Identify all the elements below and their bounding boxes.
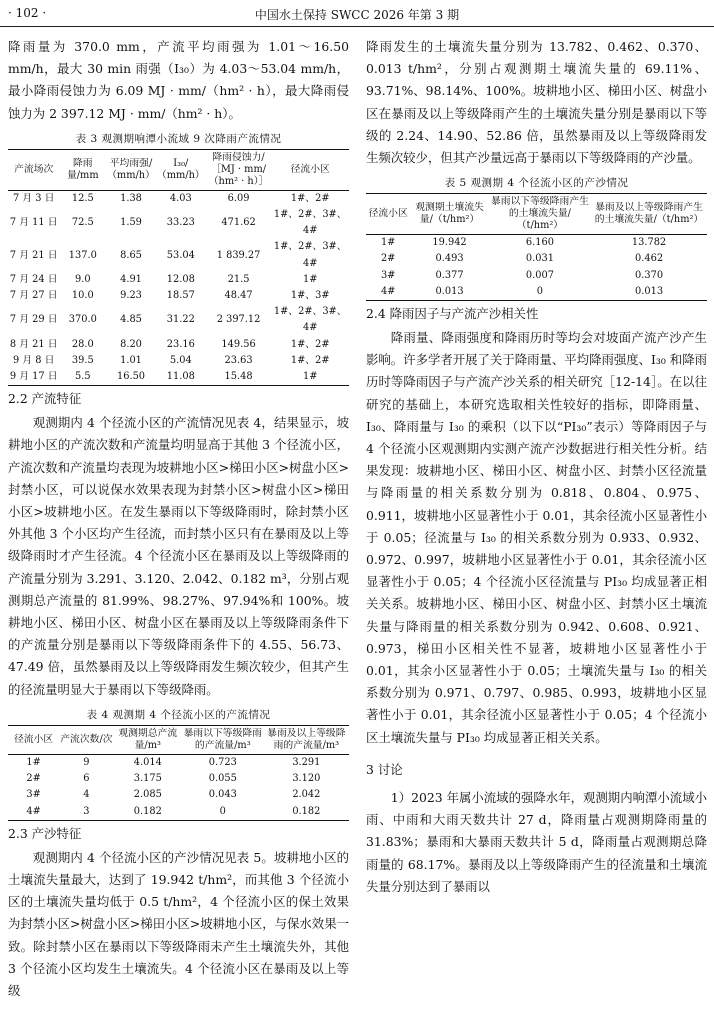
table-cell: 12.5 bbox=[71, 192, 94, 204]
table-cell: 4.03 bbox=[169, 192, 192, 204]
table-cell: 1#、2#、3#、4# bbox=[273, 306, 347, 334]
table-cell: 4.85 bbox=[120, 314, 142, 326]
table-cell: 53.04 bbox=[166, 249, 195, 261]
table-cell: 7 月 21 日 bbox=[9, 249, 58, 261]
table4-header-cell: 径流小区 bbox=[8, 725, 59, 754]
page-number: · 102 · bbox=[8, 6, 47, 20]
table-cell: 1#、2#、3#、4# bbox=[273, 209, 347, 237]
table5-header-cell: 暴雨及以上等级降雨产生的土壤流失量/（t/hm²） bbox=[591, 194, 707, 235]
table-cell: 1# bbox=[380, 237, 396, 249]
table-cell: 10.0 bbox=[71, 290, 94, 302]
table4-header-cell: 产流次数/次 bbox=[59, 725, 114, 754]
table-cell: 2.085 bbox=[133, 789, 162, 801]
section-2-4-title: 2.4 降雨因子与产流产沙相关性 bbox=[366, 306, 539, 322]
table4-header-row bbox=[8, 725, 349, 754]
table-cell: 4 bbox=[83, 789, 90, 801]
table-cell: 0.007 bbox=[525, 269, 554, 281]
table-cell: 7 月 27 日 bbox=[9, 290, 58, 302]
table3-header-cell: 径流小区 bbox=[271, 149, 349, 190]
table-cell: 3 bbox=[59, 804, 114, 821]
table-cell: 1#、2# bbox=[290, 192, 330, 204]
table-cell: 0.182 bbox=[264, 804, 349, 821]
table4-row bbox=[8, 804, 349, 821]
left-column bbox=[8, 36, 349, 1002]
table3-row bbox=[8, 288, 349, 304]
table-cell: 471.62 bbox=[221, 217, 256, 229]
continued-paragraph: 降雨发生的土壤流失量分别为 13.782、0.462、0.370、0.013 t/hm²，分别占观测期土壤流失量的 69.11%、93.71%、98.14%、100%。坡耕地小区、梯田小区、树盘小区在暴雨及以上等级降雨产生的土壤流失量分别是暴雨以下等级的 2.24、14.90、52.86 倍，虽然暴雨及以上等级降雨发生频次较少，但其产沙量远高于暴雨以下等级降雨的产沙量。 bbox=[366, 39, 707, 166]
table5-row bbox=[366, 235, 707, 252]
section-3-title: 3 讨论 bbox=[366, 761, 403, 777]
table3-row bbox=[8, 190, 349, 207]
table5-header-row bbox=[366, 194, 707, 235]
table-cell: 7 月 24 日 bbox=[9, 273, 58, 285]
table-cell: 13.782 bbox=[631, 237, 667, 249]
table-cell: 0.723 bbox=[208, 756, 237, 768]
table-cell: 0.462 bbox=[635, 253, 664, 265]
table3-caption: 表 3 观测期响潭小流域 9 次降雨产流情况 bbox=[75, 132, 282, 145]
table-cell: 23.16 bbox=[166, 338, 195, 350]
section-3-paragraph: 1）2023 年属小流域的强降水年，观测期内响潭小流域小雨、中雨和大雨天数共计 27 d，降雨量占观测期降雨量的 31.83%；暴雨和大暴雨天数共计 5 d，降雨量占观测期总降雨量的 68.17%。暴雨及以上等级降雨产生的径流量和土壤流失量分别达到了暴雨以 bbox=[366, 789, 707, 894]
table-cell: 21.5 bbox=[227, 273, 250, 285]
table-cell: 3.175 bbox=[133, 773, 162, 785]
table3-header-cell: 降雨量/mm bbox=[59, 149, 106, 190]
table-cell: 9 bbox=[83, 756, 90, 768]
table-cell: 4.014 bbox=[133, 756, 162, 768]
table-cell: 5.04 bbox=[169, 354, 192, 366]
table3-row bbox=[8, 304, 349, 336]
table-cell: 0.013 bbox=[591, 284, 707, 301]
table-cell: 2.042 bbox=[292, 789, 321, 801]
table-cell: 6.160 bbox=[525, 237, 554, 249]
table-cell: 0.377 bbox=[435, 269, 464, 281]
table5 bbox=[366, 193, 707, 301]
table-cell: 8.20 bbox=[120, 338, 142, 350]
table-cell: 0 bbox=[489, 284, 591, 301]
table-cell: 2# bbox=[380, 253, 396, 265]
table-cell: 1#、3# bbox=[290, 290, 330, 302]
table-cell: 18.57 bbox=[166, 290, 195, 302]
table3-row bbox=[8, 337, 349, 353]
table-cell: 7 月 29 日 bbox=[9, 314, 58, 326]
table3-row bbox=[8, 207, 349, 239]
table-cell: 4.91 bbox=[120, 273, 142, 285]
section-2-2-title: 2.2 产流特征 bbox=[8, 391, 82, 407]
table-cell: 149.56 bbox=[221, 338, 256, 350]
table3-row bbox=[8, 272, 349, 288]
table-cell: 4# bbox=[8, 804, 59, 821]
table5-row bbox=[366, 284, 707, 301]
table-cell: 7 月 3 日 bbox=[13, 192, 55, 204]
table3-header-row bbox=[8, 149, 349, 190]
table-cell: 1#、2# bbox=[290, 354, 330, 366]
table4-caption: 表 4 观测期 4 个径流小区的产流情况 bbox=[86, 708, 271, 721]
table-cell: 0.031 bbox=[525, 253, 554, 265]
table-cell: 1 839.27 bbox=[216, 249, 261, 261]
table3-header-cell: 平均雨强/（mm/h） bbox=[106, 149, 156, 190]
table-cell: 9 月 8 日 bbox=[13, 354, 55, 366]
table-cell: 5.5 bbox=[59, 369, 106, 386]
table3 bbox=[8, 149, 349, 386]
table4-header-cell: 观测期总产流量/m³ bbox=[114, 725, 182, 754]
table-cell: 3# bbox=[26, 789, 41, 801]
table4-header-cell: 暴雨以下等级降雨的产流量/m³ bbox=[182, 725, 264, 754]
table-cell: 31.22 bbox=[166, 314, 195, 326]
table-cell: 72.5 bbox=[71, 217, 94, 229]
right-column bbox=[366, 36, 707, 898]
table-cell: 7 月 11 日 bbox=[9, 217, 58, 229]
table5-body bbox=[366, 235, 707, 301]
table5-header-cell: 观测期土壤流失量/（t/hm²） bbox=[410, 194, 488, 235]
table3-row bbox=[8, 369, 349, 386]
table3-row bbox=[8, 239, 349, 271]
table3-header-cell: 降雨侵蚀力/［MJ · mm/（hm² · h）］ bbox=[206, 149, 272, 190]
table5-header-cell: 暴雨以下等级降雨产生的土壤流失量/（t/hm²） bbox=[489, 194, 591, 235]
table4-row bbox=[8, 771, 349, 787]
table-cell: 0.043 bbox=[208, 789, 237, 801]
table-cell: 3.291 bbox=[292, 756, 321, 768]
table-cell: 370.0 bbox=[68, 314, 97, 326]
section-2-3-title: 2.3 产沙特征 bbox=[8, 825, 82, 841]
table-cell: 1# bbox=[26, 756, 41, 768]
table-cell: 1#、2# bbox=[290, 338, 330, 350]
table-cell: 33.23 bbox=[166, 217, 195, 229]
section-2-4-paragraph: 降雨量、降雨强度和降雨历时等均会对坡面产流产沙产生影响。许多学者开展了关于降雨量、平均降雨强度、I₃₀ 和降雨历时等降雨因子与产流产沙关系的相关研究［12-14］。在以往研究的基础上，本研究选取相关性较好的指标，即降雨量、I₃₀、降雨量与 I₃₀ 的乘积（以下以“PI₃₀”表示）等降雨因子与 4 个径流小区观测期内实测产流产沙数据进行相关性分析。结果发现：坡耕地小区、梯田小区、树盘小区、封禁小区径流量与降雨量的相关系数分别为 0.818、0.804、0.975、0.911，坡耕地小区显著性小于 0.01，其余径流小区显著性小于 0.05；径流量与 I₃₀ 的相关系数分别为 0.933、0.932、0.972、0.997，坡耕地小区显著性小于 0.01，其余径流小区显著性小于 0.05；4 个径流小区径流量与 PI₃₀ 均成显著正相关关系。坡耕地小区、梯田小区、树盘小区、封禁小区土壤流失量与降雨量的相关系数分别为 0.942、0.608、0.921、0.973，梯田小区相关性不显著，坡耕地小区显著性小于 0.01，其余小区显著性小于 0.05；土壤流失量与 I₃₀ 的相关系数分别为 0.971、0.797、0.985、0.993，坡耕地小区显著性小于 0.01，其余径流小区显著性小于 0.05；4 个径流小区土壤流失量与 PI₃₀ 均成显著正相关关系。 bbox=[366, 330, 707, 745]
table-cell: 1.59 bbox=[120, 217, 142, 229]
table5-row bbox=[366, 251, 707, 267]
table3-header-cell: I₃₀/（mm/h） bbox=[156, 149, 206, 190]
table-cell: 0.493 bbox=[435, 253, 464, 265]
table-cell: 1.01 bbox=[120, 354, 142, 366]
table-cell: 19.942 bbox=[432, 237, 467, 249]
section-2-3-paragraph: 观测期内 4 个径流小区的产沙情况见表 5。坡耕地小区的土壤流失量最大，达到了 19.942 t/hm²，而其他 3 个径流小区的土壤流失量均低于 0.5 t/hm²，4 个径流小区的保土效果为封禁小区>树盘小区>梯田小区>坡耕地小区，与保水效果一致。除封禁小区在暴雨以下等级降雨未产生土壤流失外，其他 3 个径流小区均发生土壤流失。4 个径流小区在暴雨及以上等级 bbox=[8, 849, 349, 998]
journal-title: 中国水土保持 SWCC 2026 年第 3 期 bbox=[254, 8, 460, 22]
table-cell: 11.08 bbox=[156, 369, 206, 386]
table-cell: 12.08 bbox=[166, 273, 195, 285]
table-cell: 2# bbox=[26, 773, 41, 785]
table-cell: 6.09 bbox=[227, 192, 250, 204]
table-cell: 137.0 bbox=[68, 249, 97, 261]
table-cell: 2 397.12 bbox=[216, 314, 261, 326]
table-cell: 8.65 bbox=[120, 249, 142, 261]
table-cell: 1# bbox=[302, 273, 318, 285]
table-cell: 9.0 bbox=[75, 273, 91, 285]
table4-body bbox=[8, 754, 349, 820]
intro-paragraph: 降雨量为 370.0 mm，产流平均雨强为 1.01～16.50 mm/h，最大 30 min 雨强（I₃₀）为 4.03～53.04 mm/h，最小降雨侵蚀力为 6.09 MJ · mm/（hm² · h），最大降雨侵蚀力为 2 397.12 MJ · mm/（hm² · h）。 bbox=[8, 39, 349, 121]
table4-row bbox=[8, 787, 349, 803]
table-cell: 3.120 bbox=[292, 773, 321, 785]
table-cell: 1# bbox=[271, 369, 349, 386]
table4-row bbox=[8, 754, 349, 771]
table-cell: 0.055 bbox=[208, 773, 237, 785]
table3-row bbox=[8, 353, 349, 369]
table3-header-cell: 产流场次 bbox=[8, 149, 59, 190]
table-cell: 3# bbox=[380, 269, 396, 281]
table-cell: 48.47 bbox=[224, 290, 253, 302]
table-cell: 16.50 bbox=[106, 369, 156, 386]
table-cell: 0.370 bbox=[635, 269, 664, 281]
table-cell: 0 bbox=[182, 804, 264, 821]
table4 bbox=[8, 725, 349, 821]
table-cell: 0.182 bbox=[114, 804, 182, 821]
table-cell: 9.23 bbox=[120, 290, 142, 302]
table4-header-cell: 暴雨及以上等级降雨的产流量/m³ bbox=[264, 725, 349, 754]
table-cell: 15.48 bbox=[206, 369, 272, 386]
table-cell: 23.63 bbox=[224, 354, 253, 366]
table-cell: 8 月 21 日 bbox=[9, 338, 58, 350]
section-2-2-paragraph: 观测期内 4 个径流小区的产流情况见表 4，结果显示，坡耕地小区的产流次数和产流量均明显高于其他 3 个径流小区，产流次数和产流量均表现为坡耕地小区>梯田小区>树盘小区>封禁小区，可以说保水效果表现为封禁小区>树盘小区>梯田小区>坡耕地小区。在发生暴雨以下等级降雨时，除封禁小区外其他 3 个小区均产生径流，而封禁小区只有在暴雨及以上等级降雨时才产生径流。4 个径流小区在暴雨及以上等级降雨的产流量分别为 3.291、3.120、2.042、0.182 m³，分别占观测期总产流量的 81.99%、98.27%、97.94%和 100%。坡耕地小区、梯田小区、树盘小区在暴雨及以上等级降雨条件下的产流量分别是暴雨以下等级降雨条件下的 4.55、56.73、47.49 倍，虽然暴雨及以上等级降雨发生频次较少，但其产生的径流量明显大于暴雨以下等级降雨。 bbox=[8, 415, 349, 697]
table-cell: 28.0 bbox=[71, 338, 94, 350]
table-cell: 1#、2#、3#、4# bbox=[273, 241, 347, 269]
table3-body bbox=[8, 190, 349, 385]
table-cell: 9 月 17 日 bbox=[8, 369, 59, 386]
table-cell: 1.38 bbox=[120, 192, 142, 204]
table-cell: 39.5 bbox=[71, 354, 94, 366]
table-cell: 6 bbox=[83, 773, 90, 785]
running-header bbox=[0, 0, 714, 27]
table5-row bbox=[366, 268, 707, 284]
table5-header-cell: 径流小区 bbox=[366, 194, 410, 235]
table5-caption: 表 5 观测期 4 个径流小区的产沙情况 bbox=[444, 177, 629, 190]
table-cell: 4# bbox=[366, 284, 410, 301]
table-cell: 0.013 bbox=[410, 284, 488, 301]
